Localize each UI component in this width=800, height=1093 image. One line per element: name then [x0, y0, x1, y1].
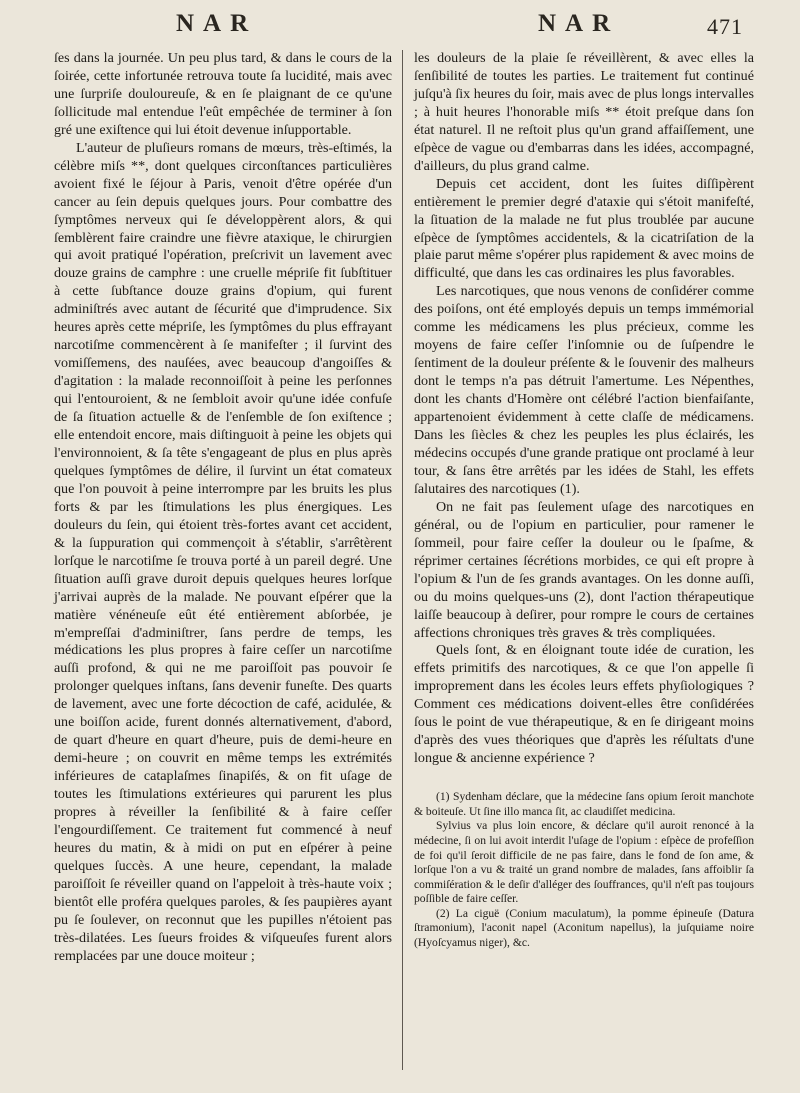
left-paragraph-2: L'auteur de pluſieurs romans de mœurs, très-eſtimés, la célèbre miſs **, dont quelques circonſtances particulières avoient fixé le ſéjour à Paris, venoit d'être opérée d'un cancer au ſein depuis quelques jours. Pour combattre des ſymptômes nerveux qui ſe développèrent alors, & qui ſemblèrent faire craindre une fièvre ataxique, le chirurgien qui avoit pratiqué l'opération, preſcrivit un lavement avec douze grains de camphre : une cruelle mépriſe fit ſubſtituer à cette ſubſtance douze grains d'opium, qui furent adminiſtrés avec autant de ſécurité que d'imprudence. Six heures après cette mépriſe, les ſymptômes du plus effrayant narcotiſme commencèrent à ſe manifeſter ; il ſurvint des vomiſſemens, des nauſées, avec beaucoup d'angoiſſes & d'agitation : la malade reconnoiſſoit à peine les perſonnes qui l'entouroient, & ne ſembloit avoir qu'une idée confuſe de ſa ſituation actuelle & de l'enſemble de ſon exiſtence ; elle entendoit encore, mais diſtinguoit à peine les objets qui l'environnoient, & ſa tête s'engageant de plus en plus après quelques ſymptômes de délire, il ſurvint un état comateux que l'on pouvoit à peine interrompre par les bruits les plus forts & par les ſtimulations les plus énergiques. Les douleurs du ſein, qui étoient très-fortes avant cet accident, & la ſuppuration qui commençoit à s'établir, s'arrêtèrent lorſque le narcotiſme ſe trouva porté à un pareil degré. Une ſituation auſſi grave duroit depuis quelques heures lorſque j'arrivai auprès de la malade. Ne pouvant eſpérer que la matière vénéneuſe eût été entièrement abſorbée, je m'empreſſai d'adminiſtrer, ſans perdre de temps, les médications les plus propres à faire ceſſer un narcotiſme auſſi profond, & qui ne me paroiſſoit pas pouvoir ſe prolonger quelques inſtans, ſans devenir funeſte. Des quarts de lavement, avec une forte décoction de café, acidulée, & une boiſſon acide, furent donnés alternativement, d'abord, de quart d'heure en quart d'heure, puis de demi-heure en demi-heure ; on couvrit en même temps les extrémités inférieures de cataplaſmes ſinapiſés, & on fit uſage de toutes les ſtimulations extérieures qui parurent les plus propres à réveiller la ſenſibilité & à faire ceſſer l'engourdiſſement. Ce traitement fut commencé à neuf heures du matin, & à midi on put en eſpérer à peine quelques ſuccès. A une heure, cependant, la malade paroiſſoit ſe réveiller quand on l'appeloit à très-haute voix ; bientôt elle proféra quelques paroles, & ſes paupières ayant pu ſe ſoulever, on reconnut que les pupilles n'étoient pas très-dilatées. Les ſueurs froides & viſqueuſes furent alors remplacées par une douce moiteur ;	[54, 139, 392, 964]
footnote-1: (1) Sydenham déclare, que la médecine ſans opium ſeroit manchote & boiteuſe. Ut ſine illo manca ſit, ac claudiſſet medicina.	[414, 790, 754, 818]
right-paragraph-5: Quels ſont, & en éloignant toute idée de curation, les effets primitifs des narcotiques, & ce que l'on appelle ſi improprement dans les écoles leurs effets phyſiologiques ? Comment ces médications doivent-elles être conſidérées ſous le point de vue thérapeutique, & en ſe dirigeant moins d'après des vues théoriques que d'après les réſultats d'une longue & ancienne expérience ?	[414, 642, 754, 767]
left-paragraph-1: ſes dans la journée. Un peu plus tard, & dans le cours de la ſoirée, cette infortunée retrouva toute ſa lucidité, mais avec une ſurpriſe douloureuſe, & en ſe plaignant de ce qu'une ſollicitude mal entendue l'eût empêchée de terminer à ſon gré une exiſtence qui lui étoit devenue inſupportable.	[54, 50, 392, 138]
right-paragraph-1: les douleurs de la plaie ſe réveillèrent, & avec elles la ſenſibilité de toutes les parties. Le traitement fut continué juſqu'à ſix heures du ſoir, mais avec de plus longs intervalles ; à huit heures l'honorable miſs ** étoit preſque dans ſon état naturel. Il ne reſtoit plus qu'un grand affaiſſement, une eſpèce de vague ou d'embarras dans les idées, accompagné, d'ailleurs, du plus grand calme.	[414, 50, 754, 174]
page-number: 471	[707, 14, 743, 39]
footnotes	[414, 790, 754, 951]
right-paragraph-2: Depuis cet accident, dont les ſuites diſſipèrent entièrement le premier degré d'ataxie qui s'étoit manifeſté, la ſituation de la malade ne fut plus troublée par aucune eſpèce de ſymptômes accidentels, & la cicatriſation de la plaie parut même s'opérer plus rapidement & avec moins de difficulté, que dans les cas ordinaires les plus favorables.	[414, 175, 754, 282]
running-head-left: NAR	[176, 10, 258, 37]
right-paragraph-4: On ne fait pas ſeulement uſage des narcotiques en général, ou de l'opium en particulier, pour ramener le ſommeil, pour faire ceſſer la douleur ou le ſpaſme, & réprimer certaines ſécrétions morbides, ce qui eſt propre à l'opium & l'un de ſes grands avantages. On les donne auſſi, ou du moins quelques-uns (2), dont l'action thérapeutique laiſſe beaucoup à deſirer, pour rompre le cours de certaines affections chroniques très graves & très compliquées.	[414, 498, 754, 641]
footnote-2: (2) La ciguë (Conium maculatum), la pomme épineuſe (Datura ſtramonium), l'aconit napel (Aconitum napellus), la juſquiame noire (Hyoſcyamus niger), &c.	[414, 906, 754, 950]
right-paragraph-3: Les narcotiques, que nous venons de conſidérer comme des poiſons, ont été employés depuis un temps immémorial comme les médicamens les plus précieux, comme les moyens de faire ceſſer l'inſomnie ou de ſuſpendre le ſentiment de la douleur préſente & le ſouvenir des malheurs dont le temps n'a pas détruit l'amertume. Les Népenthes, dont les chants d'Homère ont célébré l'action bienfaiſante, appartenoient évidemment à cette claſſe de médicamens. Dans les ſiècles & chez les peuples les plus éclairés, les médecins occupés d'une grande pratique ont proclamé à leur tour, & ſans être arrêtés par les idées de Stahl, les effets ſalutaires des narcotiques (1).	[414, 283, 754, 497]
footnote-1-continued: Sylvius va plus loin encore, & déclare qu'il auroit renoncé à la médecine, ſi on lui avoit interdit l'uſage de l'opium : eſpèce de profeſſion de foi qu'il ſeroit difficile de ne pas faire, dans le fond de ſon ame, & lorſque l'on a vu & traité un grand nombre de malades, ſans affoiblir ſa commiſération & le deſir d'alléger des ſouffrances, qu'il n'eſt pas toujours poſſible de faire ceſſer.	[414, 819, 754, 906]
left-column	[54, 50, 392, 966]
running-head-right: NAR	[538, 10, 620, 37]
column-divider	[402, 50, 403, 1070]
right-column	[414, 50, 754, 951]
